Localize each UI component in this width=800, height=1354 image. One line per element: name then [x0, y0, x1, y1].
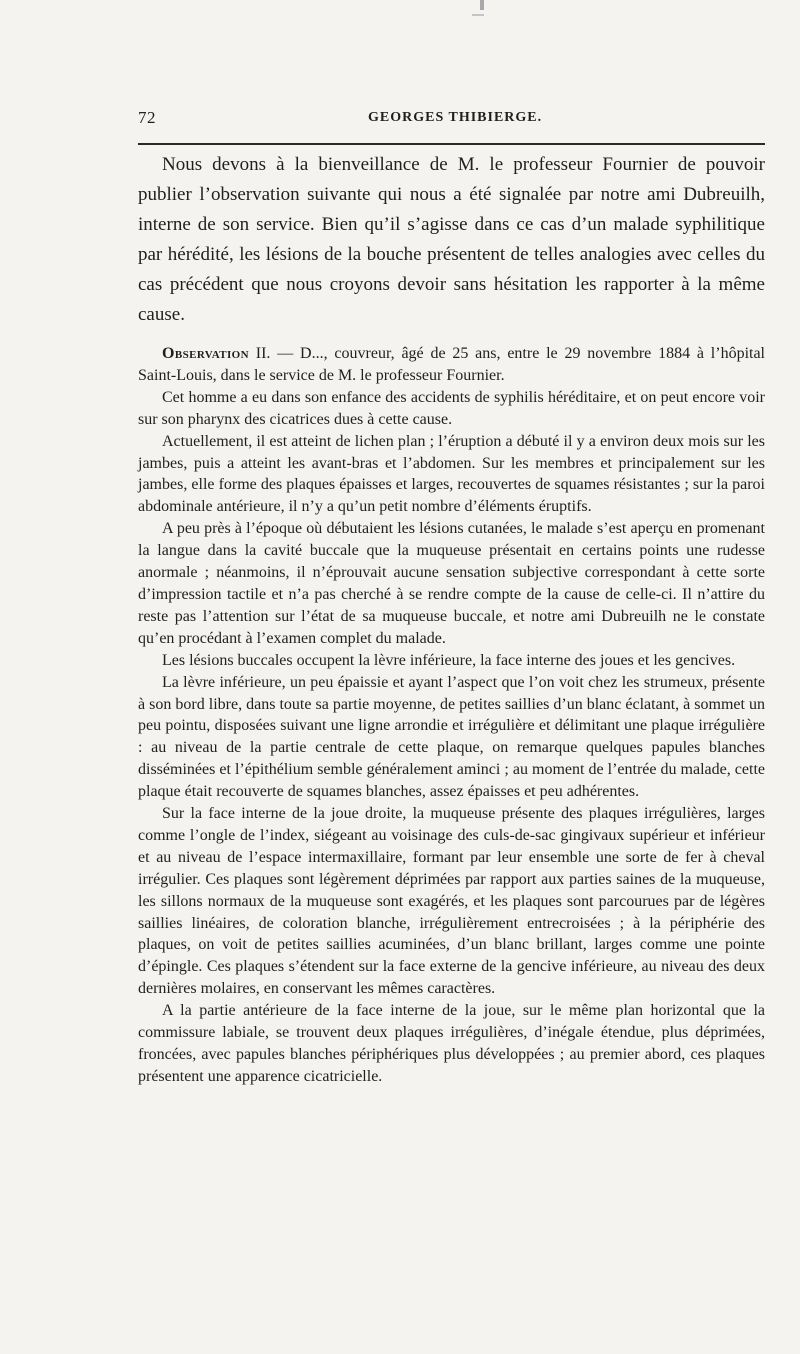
observation-paragraph-1: Cet homme a eu dans son enfance des accidents de syphilis héréditaire, et on peut encore voir sur son pharynx des cicatrices dues à cette cause. [138, 388, 765, 428]
observation-paragraph-5: La lèvre inférieure, un peu épaissie et ayant l’aspect que l’on voit chez les strumeux, présente à son bord libre, dans toute sa partie moyenne, de petites saillies d’un blanc éclatant, à sommet un peu pointu, disposées suivant une ligne arrondie et irrégulière et délimitant une plaque irrégulière : au niveau de la partie centrale de cette plaque, on remarque quelques papules blanches disséminées et l’épithélium semble généralement aminci ; au moment de l’entrée du malade, cette plaque était recouverte de squames blanches, assez épaisses et peu adhérentes. [138, 673, 765, 801]
page-header [138, 108, 765, 134]
print-mark [480, 0, 484, 10]
observation-intro-text: II. — D..., couvreur, âgé de 25 ans, entre le 29 novembre 1884 à l’hôpital Saint-Louis, dans le service de M. le professeur Fournier. [138, 345, 765, 384]
observation-heading-paragraph [138, 343, 765, 387]
observation-label: Observation [162, 345, 249, 362]
header-rule [138, 143, 765, 145]
observation-paragraph-7: A la partie antérieure de la face interne de la joue, sur le même plan horizontal que la commissure labiale, se trouvent deux plaques irrégulières, d’inégale étendue, plus déprimées, froncées, avec papules blanches périphériques plus développées ; au premier abord, ces plaques présentent une apparence cicatricielle. [138, 1002, 765, 1085]
print-mark-secondary [472, 14, 484, 16]
observation-paragraph-2: Actuellement, il est atteint de lichen plan ; l’éruption a débuté il y a environ deux mois sur les jambes, puis a atteint les avant-bras et l’abdomen. Sur les membres et principalement sur les jambes, elle forme des plaques épaisses et larges, recouvertes de squames résistantes ; sur la paroi abdominale antérieure, il n’y a qu’un petit nombre d’éléments éruptifs. [138, 432, 765, 516]
observation-paragraph-6: Sur la face interne de la joue droite, la muqueuse présente des plaques irrégulières, larges comme l’ongle de l’index, siégeant au voisinage des culs-de-sac gingivaux supérieur et inférieur et au niveau de l’espace intermaxillaire, formant par leur ensemble une sorte de fer à cheval irrégulier. Ces plaques sont légèrement déprimées par rapport aux parties saines de la muqueuse, les sillons normaux de la muqueuse sont exagérés, et les plaques sont parcourues par de légères saillies linéaires, de coloration blanche, irrégulièrement entrecroisées ; à la périphérie des plaques, on voit de petites saillies acuminées, d’un blanc brillant, larges comme une pointe d’épingle. Ces plaques s’étendent sur la face externe de la gencive inférieure, au niveau des deux dernières molaires, en conservant les mêmes caractères. [138, 805, 765, 998]
observation-paragraph-3: A peu près à l’époque où débutaient les lésions cutanées, le malade s’est aperçu en promenant la langue dans la cavité buccale que la muqueuse présentait en certains points une rudesse anormale ; néanmoins, il n’éprouvait aucune sensation subjective correspondant à cette sorte d’impression tactile et n’a pas cherché à se rendre compte de la cause de celle-ci. Il n’attire du reste pas l’attention sur l’état de sa muqueuse buccale, et notre ami Dubreuilh ne le constate qu’en procédant à l’examen complet du malade. [138, 520, 765, 647]
intro-paragraph: Nous devons à la bienveillance de M. le professeur Fournier de pouvoir publier l’observation suivante qui nous a été signalée par notre ami Dubreuilh, interne de son service. Bien qu’il s’agisse dans ce cas d’un malade syphilitique par hérédité, les lésions de la bouche présentent de telles analogies avec celles du cas précédent que nous croyons devoir sans hésitation les rapporter à la même cause. [138, 154, 765, 325]
running-head: GEORGES THIBIERGE. [368, 110, 543, 125]
observation-paragraph-4: Les lésions buccales occupent la lèvre inférieure, la face interne des joues et les gencives. [162, 651, 736, 669]
body-text [138, 150, 765, 1088]
page-number: 72 [138, 108, 156, 127]
